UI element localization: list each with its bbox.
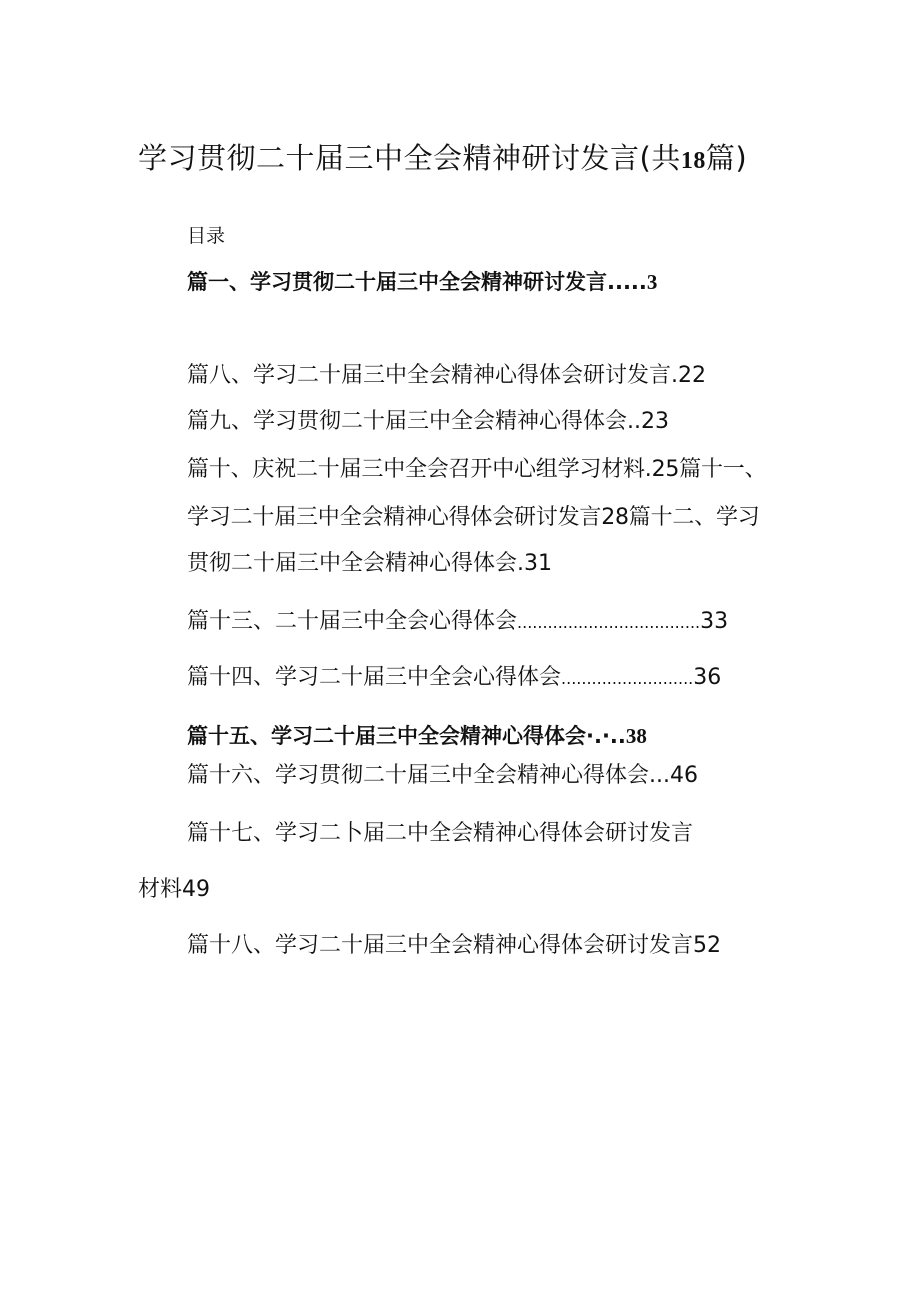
toc-entry-1[interactable] — [187, 268, 657, 296]
document-title — [138, 140, 747, 179]
toc-entry-dots: .................................... — [517, 613, 701, 632]
toc-entry-10[interactable] — [187, 456, 766, 484]
toc-entry-12[interactable] — [187, 550, 552, 578]
toc-entry-8[interactable] — [187, 362, 706, 390]
toc-entry-text: 篇十六、学习贯彻二十届三中全会精神心得体会...46 — [187, 763, 698, 788]
title-suffix: 篇) — [705, 141, 748, 175]
toc-entry-text: 篇十五、学习二十届三中全会精神心得体会 — [187, 724, 586, 748]
toc-entry-text: 篇九、学习贯彻二十届三中全会精神心得体会..23 — [187, 409, 669, 434]
toc-entry-dots: ..... — [607, 270, 647, 294]
toc-entry-page: 36 — [693, 665, 722, 690]
toc-entry-text: 贯彻二十届三中全会精神心得体会.31 — [187, 551, 552, 576]
toc-entry-text: 学习二十届三中全会精神心得体会研讨发言28篇十二、学习 — [187, 505, 760, 530]
toc-entry-dots: ·.·.. — [586, 724, 626, 748]
title-main: 学习贯彻二十届三中全会精神研讨发言(共 — [138, 141, 681, 175]
toc-entry-page: 3 — [646, 270, 658, 294]
title-count: 18 — [680, 148, 706, 174]
toc-heading: 目录 — [187, 225, 226, 247]
toc-entry-18[interactable] — [187, 932, 721, 960]
toc-entry-text: 篇十、庆祝二十届三中全会召开中心组学习材料.25篇十一、 — [187, 457, 767, 482]
toc-entry-text: 篇一、学习贯彻二十届三中全会精神研讨发言 — [187, 270, 607, 294]
toc-entry-11[interactable] — [187, 504, 760, 532]
toc-entry-text: 篇十七、学习二卜届二中全会精神心得体会研讨发言 — [187, 821, 694, 846]
toc-entry-text: 材料49 — [138, 877, 210, 902]
toc-entry-text: 篇十八、学习二十届三中全会精神心得体会研讨发言52 — [187, 933, 721, 958]
toc-entry-16[interactable] — [187, 762, 698, 790]
toc-entry-17[interactable] — [187, 820, 693, 848]
toc-entry-17-continued[interactable] — [138, 876, 210, 904]
toc-entry-text: 篇八、学习二十届三中全会精神心得体会研讨发言.22 — [187, 363, 706, 388]
toc-entry-page: 38 — [625, 724, 647, 748]
toc-entry-15[interactable] — [187, 722, 647, 750]
toc-entry-9[interactable] — [187, 408, 669, 436]
toc-entry-text: 篇十三、二十届三中全会心得体会 — [187, 609, 518, 634]
toc-entry-13[interactable] — [187, 608, 728, 637]
toc-entry-dots: .......................... — [561, 669, 694, 688]
toc-entry-14[interactable] — [187, 664, 721, 693]
toc-entry-page: 33 — [700, 609, 729, 634]
toc-entry-text: 篇十四、学习二十届三中全会心得体会 — [187, 665, 562, 690]
